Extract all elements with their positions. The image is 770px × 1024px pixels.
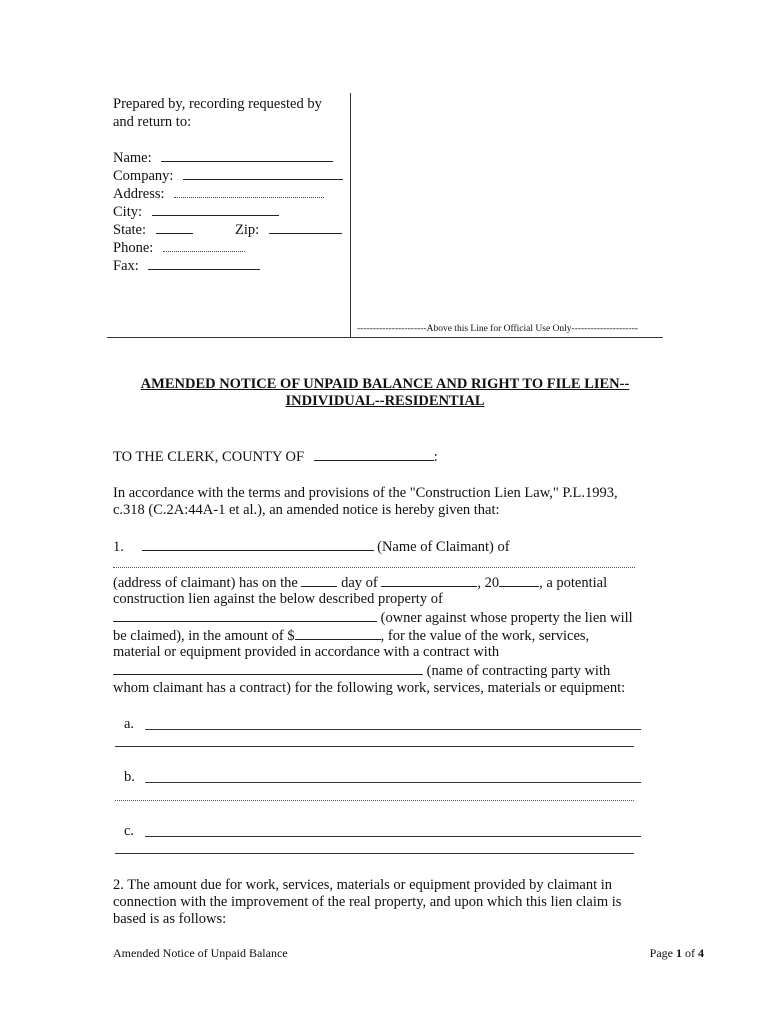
section1-line4: construction lien against the below described property of — [113, 591, 443, 607]
zip-label: Zip: — [235, 222, 260, 238]
item-c-field[interactable] — [145, 836, 641, 837]
fax-field[interactable] — [148, 256, 260, 270]
contracting-party-text: (name of contracting party with — [426, 663, 611, 679]
return-to-line: and return to: — [113, 114, 192, 130]
item-b-field-2[interactable] — [115, 800, 634, 801]
owner-text: (owner against whose property the lien will — [380, 610, 633, 626]
zip-row — [235, 220, 342, 239]
page-title-line2: INDIVIDUAL--RESIDENTIAL — [285, 393, 485, 409]
official-use-label: ----------------------Above this Line for Official Use Only--------------------- — [357, 324, 638, 334]
claimant-address-field[interactable] — [113, 567, 635, 568]
amount-text-2: , for the value of the work, services, — [380, 628, 590, 644]
section1-line7: material or equipment provided in accordance with a contract with — [113, 644, 500, 660]
section1-line8 — [113, 661, 610, 680]
address-row — [113, 184, 324, 203]
owner-field[interactable] — [113, 608, 377, 622]
page-title-line1: AMENDED NOTICE OF UNPAID BALANCE AND RIGHT TO FILE LIEN-- — [140, 376, 630, 392]
state-row — [113, 220, 193, 239]
item-b-label: b. — [124, 769, 135, 785]
contracting-party-field[interactable] — [113, 661, 423, 675]
zip-field[interactable] — [269, 220, 342, 234]
name-row — [113, 148, 333, 167]
company-row — [113, 166, 343, 185]
item-a-label: a. — [124, 716, 135, 732]
address-claimant-text: (address of claimant) has on the — [113, 575, 298, 591]
company-field[interactable] — [183, 166, 343, 180]
address-label: Address: — [113, 186, 165, 202]
page-number — [650, 946, 704, 961]
name-label: Name: — [113, 150, 152, 166]
county-field[interactable] — [314, 447, 434, 461]
claimant-name-label: (Name of Claimant) of — [377, 539, 510, 555]
item-c-label: c. — [124, 823, 135, 839]
state-field[interactable] — [156, 220, 193, 234]
intro-line1: In accordance with the terms and provisions of the "Construction Lien Law," P.L.1993, — [113, 485, 618, 501]
year-prefix: , 20 — [477, 575, 500, 591]
prepared-by-line: Prepared by, recording requested by — [113, 96, 322, 112]
section1-number: 1. — [113, 539, 124, 555]
clerk-colon: : — [433, 449, 438, 465]
address-field[interactable] — [174, 184, 324, 198]
page-of: of — [682, 946, 698, 960]
phone-label: Phone: — [113, 240, 154, 256]
footer-title: Amended Notice of Unpaid Balance — [113, 946, 288, 960]
amount-field[interactable] — [295, 626, 381, 640]
claimant-name-field[interactable] — [142, 537, 374, 551]
fax-row — [113, 256, 260, 275]
month-field[interactable] — [381, 573, 477, 587]
city-label: City: — [113, 204, 143, 220]
clerk-line — [113, 447, 438, 466]
item-c-field-2[interactable] — [115, 853, 634, 854]
amount-text: be claimed), in the amount of $ — [113, 628, 295, 644]
recording-divider — [107, 337, 663, 338]
section2-line3: based is as follows: — [113, 911, 227, 927]
item-a-field-2[interactable] — [115, 746, 634, 747]
section2-line1: 2. The amount due for work, services, materials or equipment provided by claimant in — [113, 877, 613, 893]
vertical-divider — [350, 93, 351, 338]
fax-label: Fax: — [113, 258, 139, 274]
page-current: 1 — [676, 946, 682, 960]
state-label: State: — [113, 222, 147, 238]
section1-line9: whom claimant has a contract) for the following work, services, materials or equipment: — [113, 680, 626, 696]
section2-line2: connection with the improvement of the real property, and upon which this lien claim is — [113, 894, 622, 910]
intro-line2: c.318 (C.2A:44A-1 et al.), an amended notice is hereby given that: — [113, 502, 500, 518]
section1-line1 — [113, 537, 510, 556]
year-field[interactable] — [499, 573, 539, 587]
name-field[interactable] — [161, 148, 333, 162]
city-row — [113, 202, 279, 221]
section1-line5 — [113, 608, 633, 627]
day-field[interactable] — [301, 573, 337, 587]
page-total: 4 — [698, 946, 704, 960]
clerk-text: TO THE CLERK, COUNTY OF — [113, 449, 305, 465]
potential-text: , a potential — [539, 575, 608, 591]
item-a-field[interactable] — [145, 729, 641, 730]
day-of-text: day of — [341, 575, 378, 591]
page-prefix: Page — [649, 946, 676, 960]
city-field[interactable] — [152, 202, 279, 216]
item-b-field[interactable] — [145, 782, 641, 783]
phone-row — [113, 238, 245, 257]
phone-field[interactable] — [163, 238, 245, 252]
company-label: Company: — [113, 168, 174, 184]
